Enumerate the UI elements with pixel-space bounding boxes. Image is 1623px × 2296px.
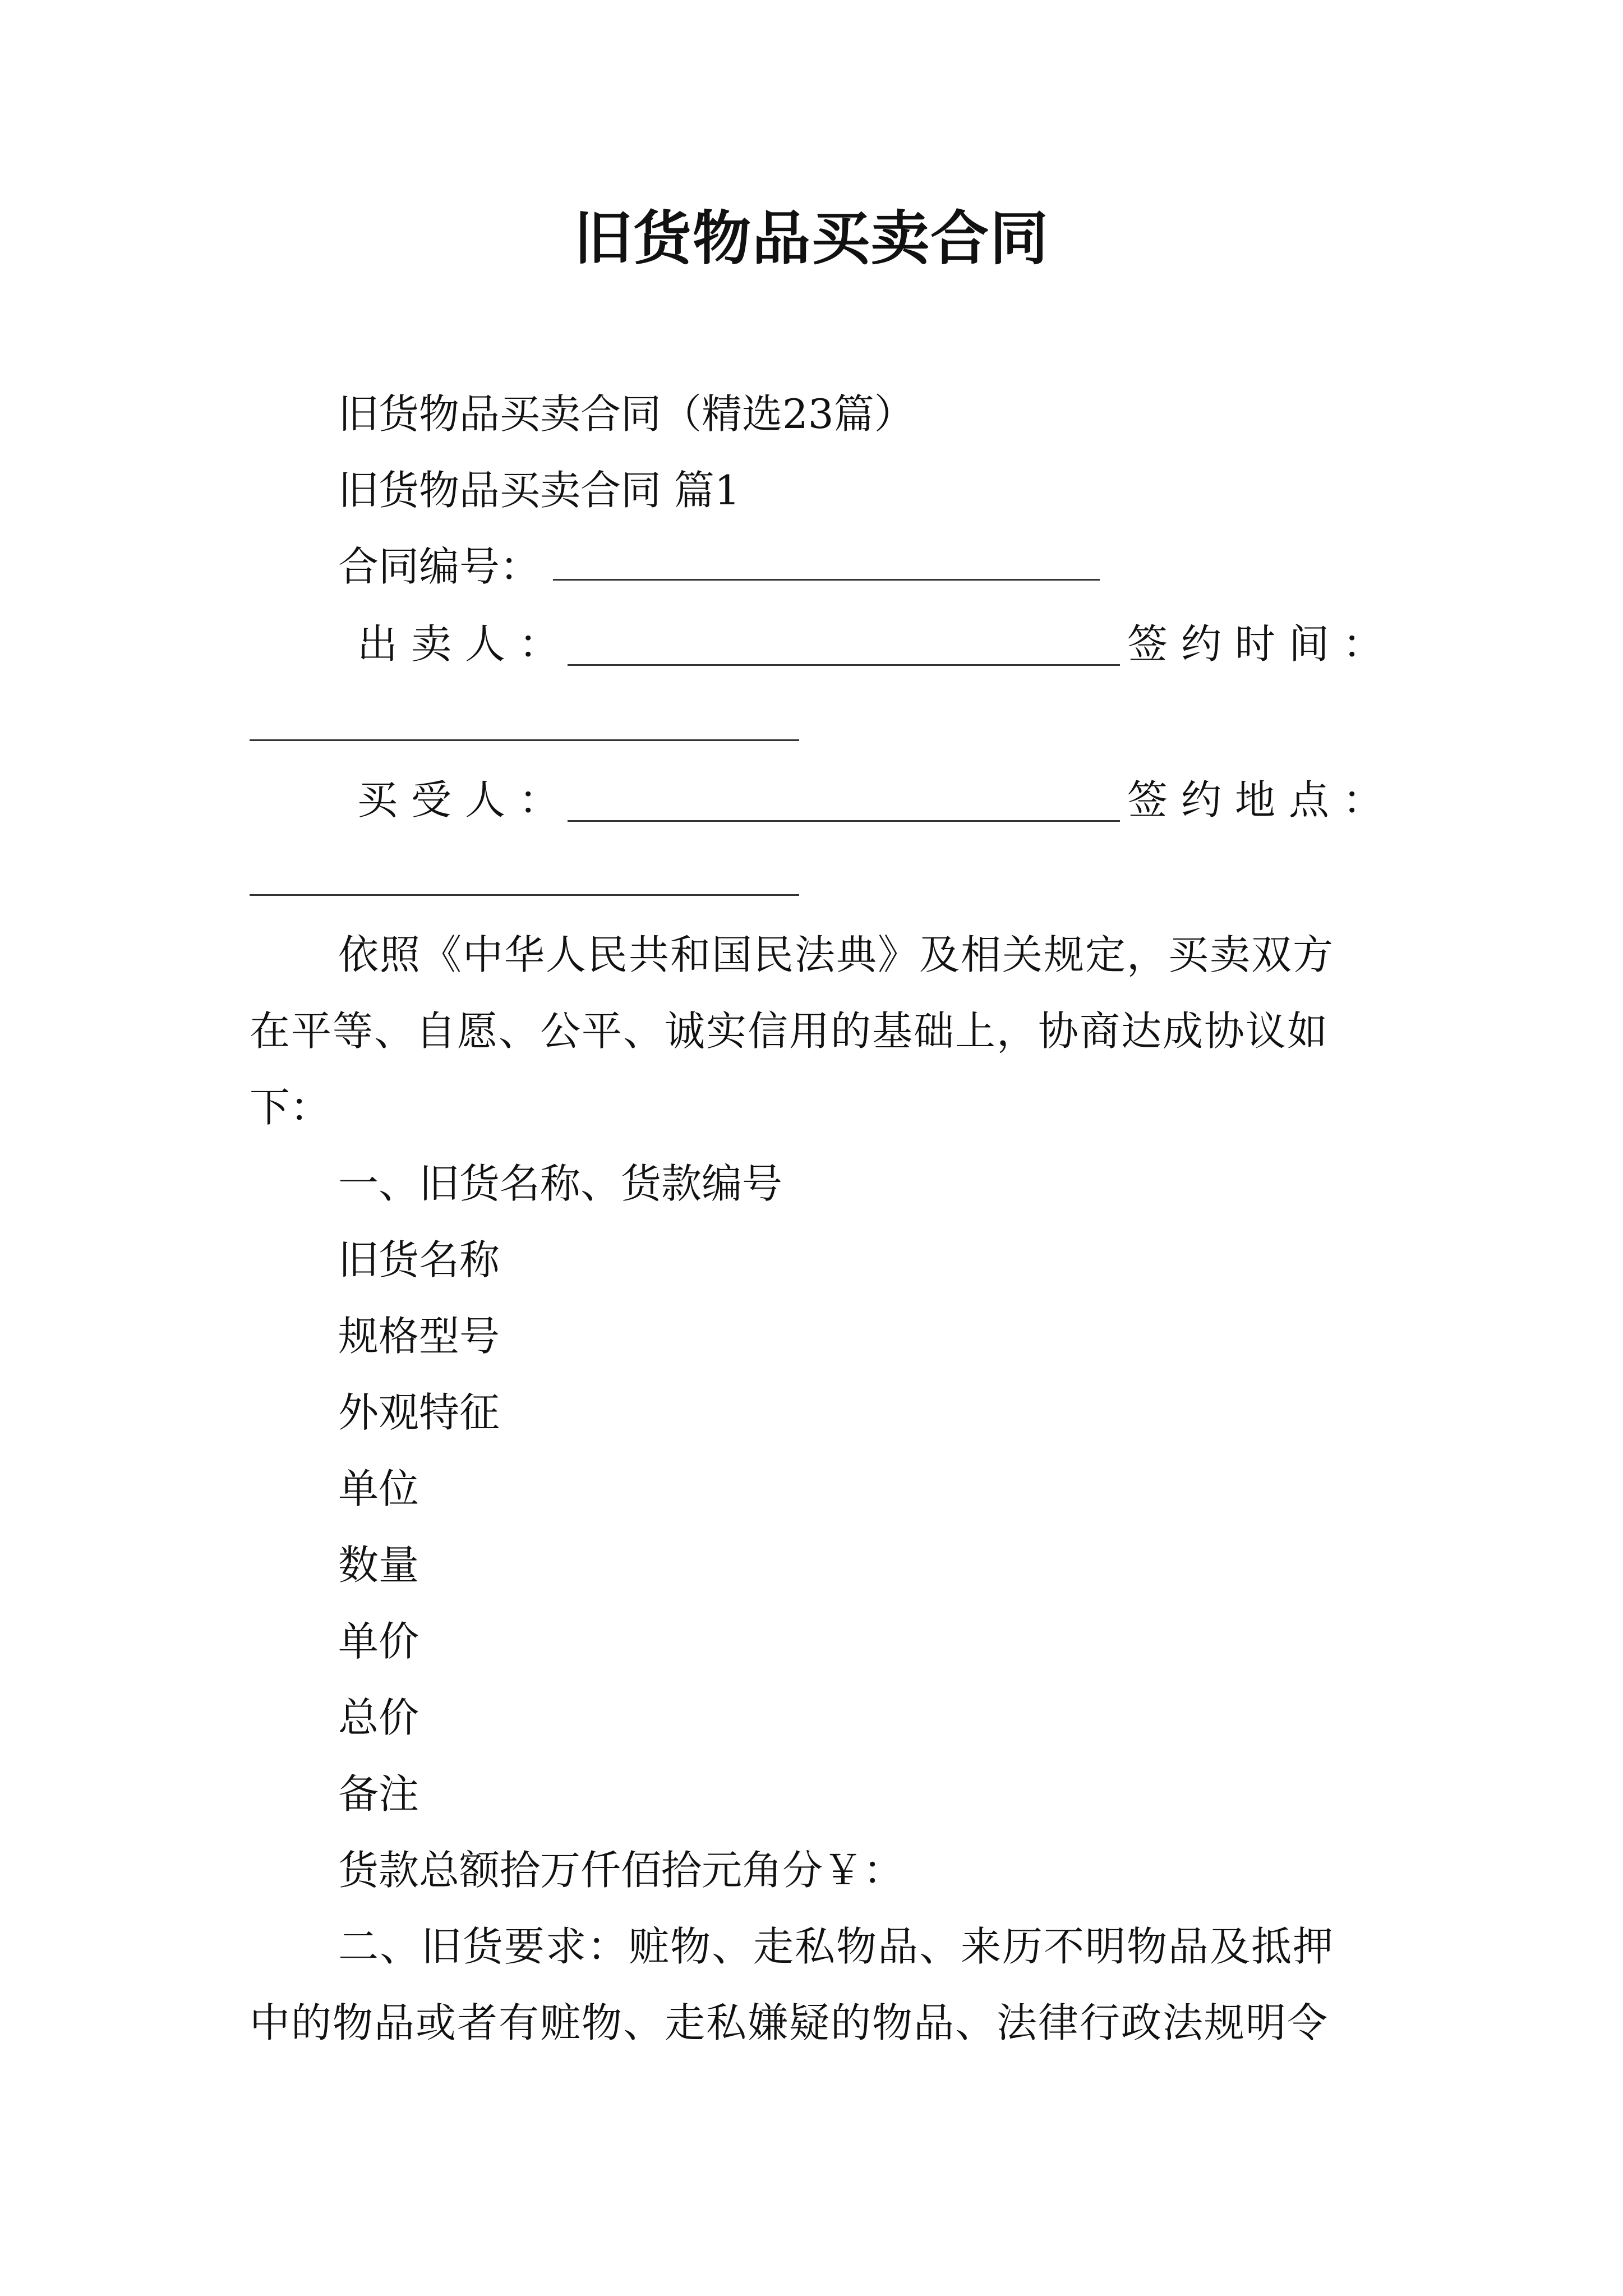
seller-blank: [568, 625, 1120, 666]
total-amount: 货款总额拾万仟佰拾元角分￥：: [338, 1847, 904, 1894]
buyer-row: [357, 772, 573, 828]
buyer-label: 买受人：: [357, 776, 573, 823]
field-item: 单价: [338, 1618, 419, 1665]
field-item: 旧货名称: [338, 1236, 500, 1283]
clause-1-heading: 一、旧货名称、货款编号: [338, 1160, 783, 1207]
field-item: 备注: [338, 1770, 419, 1818]
clause-2-line-2: 中的物品或者有赃物、走私嫌疑的物品、法律行政法规明令: [250, 1999, 1329, 2046]
clause-2-line-1: 二、旧货要求：赃物、走私物品、来历不明物品及抵押: [338, 1923, 1335, 1970]
sign-time-label: 签约时间：: [1127, 620, 1397, 668]
contract-no-blank: [553, 540, 1100, 581]
contract-no-row: [338, 539, 1100, 595]
contract-no-label: 合同编号：: [338, 543, 541, 590]
section-heading: 旧货物品买卖合同 篇1: [338, 467, 740, 514]
seller-row: [357, 616, 573, 672]
intro-line-2: 在平等、自愿、公平、诚实信用的基础上，协商达成协议如: [250, 1007, 1329, 1055]
field-item: 规格型号: [338, 1313, 500, 1360]
sign-place-label: 签约地点：: [1127, 776, 1397, 823]
document-title: 旧货物品买卖合同: [573, 204, 1049, 273]
field-item: 外观特征: [338, 1389, 500, 1436]
field-item: 单位: [338, 1465, 419, 1512]
seller-label: 出卖人：: [357, 620, 573, 668]
field-item: 总价: [338, 1694, 419, 1741]
field-item: 数量: [338, 1542, 419, 1589]
sign-time-blank: [250, 739, 799, 741]
document-subtitle: 旧货物品买卖合同（精选23篇）: [338, 390, 915, 438]
intro-line-1: 依照《中华人民共和国民法典》及相关规定，买卖双方: [338, 931, 1335, 978]
sign-place-blank: [250, 894, 799, 896]
buyer-blank: [568, 781, 1120, 822]
intro-line-3: 下：: [250, 1084, 331, 1131]
